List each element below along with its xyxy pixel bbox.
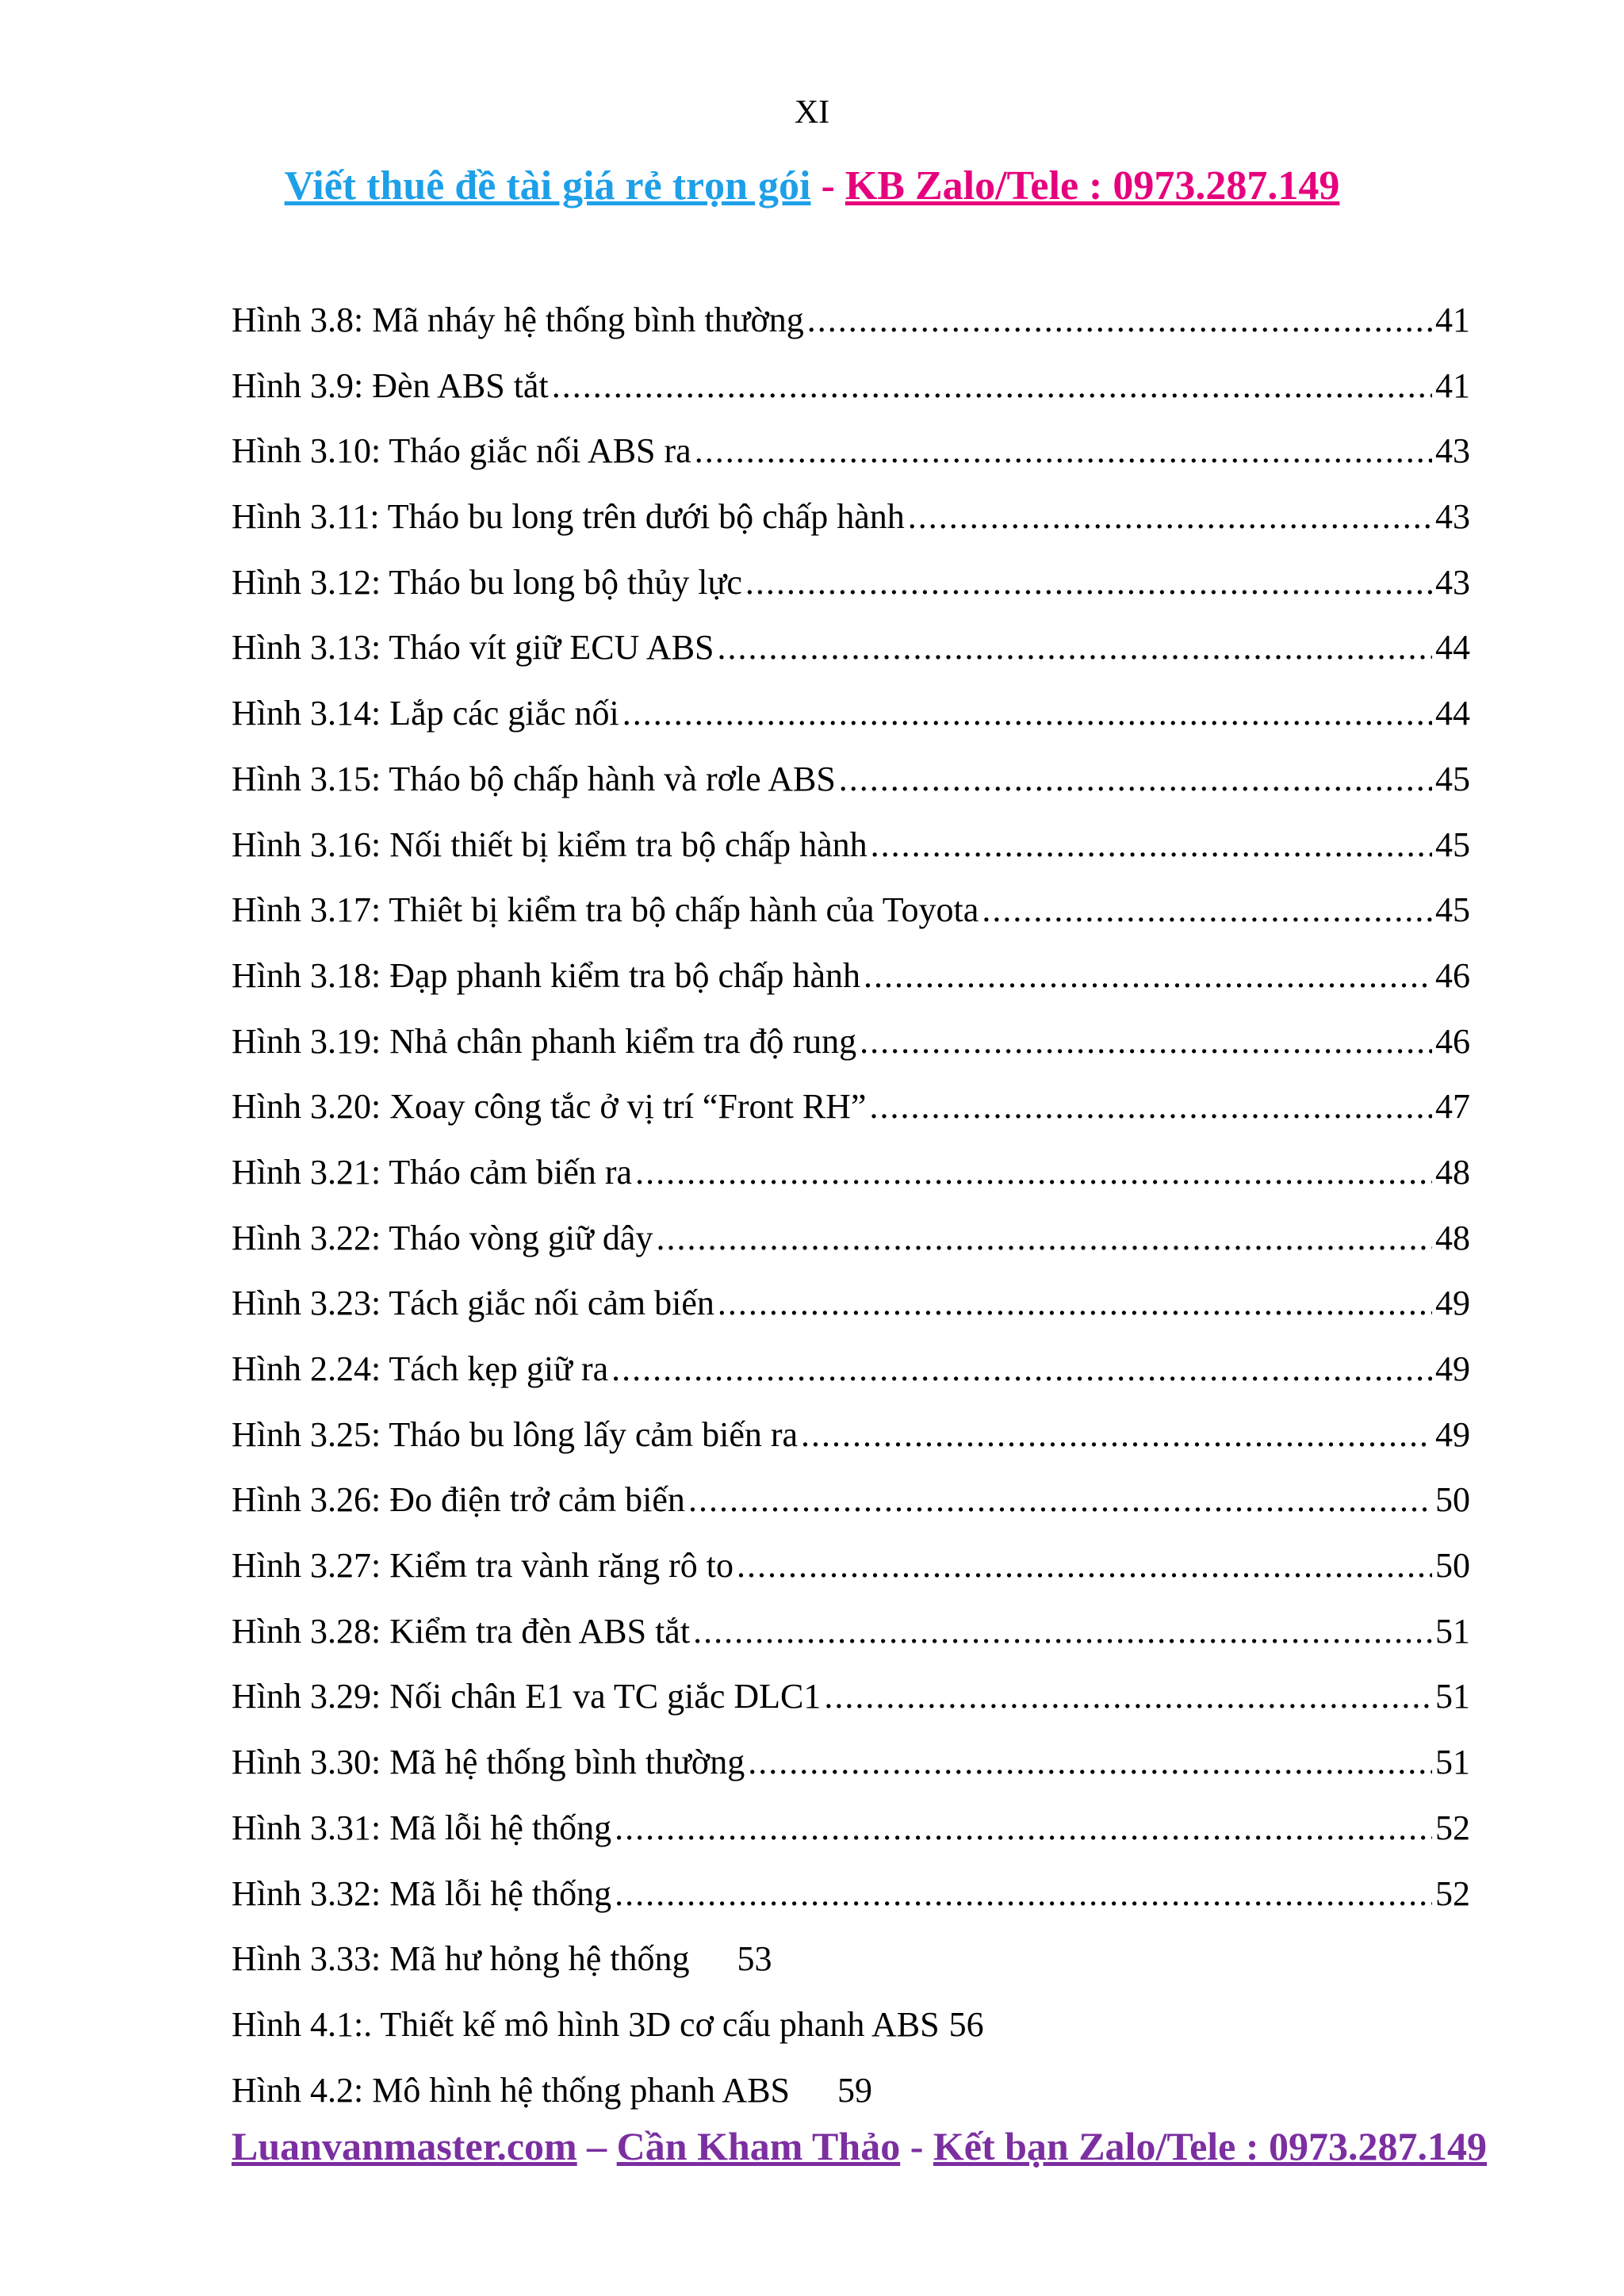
toc-entry-page: 43	[1435, 562, 1470, 602]
toc-entry[interactable]	[232, 825, 1470, 890]
toc-entry[interactable]	[232, 1218, 1470, 1284]
toc-entry[interactable]	[232, 1611, 1470, 1677]
toc-entry-label: Hình 3.18: Đạp phanh kiểm tra bộ chấp hành	[232, 955, 861, 995]
toc-dot-leader	[748, 1742, 1432, 1782]
toc-dot-leader	[688, 1479, 1432, 1520]
toc-entry-label: Hình 3.13: Tháo vít giữ ECU ABS	[232, 628, 714, 668]
toc-entry[interactable]	[232, 1938, 1470, 2004]
toc-dot-leader	[615, 1873, 1432, 1914]
toc-entry-page: 52	[1435, 1808, 1470, 1847]
toc-dot-leader	[864, 955, 1432, 996]
toc-entry-label: Hình 3.20: Xoay công tắc ở vị trí “Front RH”	[232, 1087, 867, 1127]
toc-entry-label: Hình 3.30: Mã hệ thống bình thường	[232, 1743, 745, 1782]
toc-entry-label: Hình 3.21: Tháo cảm biến ra	[232, 1152, 633, 1192]
toc-dot-leader	[695, 430, 1432, 471]
toc-entry-page: 51	[1435, 1743, 1470, 1782]
toc-entry-page: 51	[1435, 1677, 1470, 1716]
toc-entry-label: Hình 3.27: Kiểm tra vành răng rô to	[232, 1546, 733, 1586]
toc-entry[interactable]	[232, 1086, 1470, 1152]
toc-dot-leader	[693, 1611, 1432, 1651]
toc-entry-page: 41	[1435, 300, 1470, 339]
toc-dot-leader	[615, 1808, 1432, 1848]
toc-entry-label: Hình 3.25: Tháo bu lông lấy cảm biến ra	[232, 1414, 799, 1454]
page-number: XI	[794, 94, 830, 131]
toc-dot-leader	[718, 1283, 1432, 1323]
toc-entry-label: Hình 3.9: Đèn ABS tắt	[232, 365, 549, 405]
toc-dot-leader	[611, 1349, 1432, 1389]
toc-entry[interactable]	[232, 1283, 1470, 1349]
toc-dot-leader	[908, 496, 1432, 537]
toc-entry-page: 47	[1435, 1087, 1470, 1127]
toc-entry-page: 46	[1435, 1021, 1470, 1061]
toc-entry-page: 49	[1435, 1349, 1470, 1388]
toc-dot-leader	[860, 1021, 1432, 1062]
toc-entry-label: Hình 3.29: Nối chân E1 va TC giắc DLC1	[232, 1677, 822, 1716]
toc-entry-label: Hình 3.8: Mã nháy hệ thống bình thường	[232, 300, 804, 339]
toc-entry-label: Hình 3.14: Lắp các giắc nối	[232, 694, 619, 733]
banner-link-service[interactable]: Viết thuê đề tài giá rẻ trọn gói	[284, 163, 811, 209]
toc-dot-leader	[869, 1086, 1432, 1127]
toc-dot-leader	[656, 1218, 1432, 1258]
toc-entry[interactable]	[232, 1414, 1470, 1480]
toc-entry-label: Hình 3.33: Mã hư hỏng hệ thống	[232, 1939, 690, 1979]
toc-entry-page: 44	[1435, 628, 1470, 668]
toc-entry-label: Hình 3.19: Nhả chân phanh kiểm tra độ rung	[232, 1021, 857, 1061]
toc-dot-leader	[635, 1152, 1432, 1192]
footer-link-site[interactable]: Luanvanmaster.com	[232, 2124, 577, 2168]
toc-entry[interactable]	[232, 1808, 1470, 1873]
toc-entry[interactable]	[232, 300, 1470, 365]
toc-entry-page: 59	[837, 2070, 873, 2110]
toc-dot-leader	[801, 1414, 1432, 1455]
figure-list	[232, 300, 1470, 2135]
toc-dot-leader	[552, 365, 1432, 406]
toc-entry-label: Hình 4.1:. Thiết kế mô hình 3D cơ cấu phanh ABS	[232, 2004, 940, 2044]
toc-entry-page: 50	[1435, 1480, 1470, 1520]
toc-entry-page: 43	[1435, 431, 1470, 471]
toc-entry[interactable]	[232, 1742, 1470, 1808]
toc-dot-leader	[839, 759, 1432, 799]
toc-entry-label: Hình 3.11: Tháo bu long trên dưới bộ chấp hành	[232, 497, 905, 537]
toc-entry-page: 44	[1435, 694, 1470, 733]
toc-entry-label: Hình 3.22: Tháo vòng giữ dây	[232, 1218, 653, 1257]
toc-entry-page: 52	[1435, 1873, 1470, 1913]
toc-entry-page: 48	[1435, 1152, 1470, 1192]
toc-entry-page: 41	[1435, 365, 1470, 405]
toc-entry-page: 49	[1435, 1414, 1470, 1454]
toc-entry[interactable]	[232, 759, 1470, 825]
toc-entry[interactable]	[232, 1349, 1470, 1414]
toc-entry-page: 46	[1435, 955, 1470, 995]
toc-entry-page: 45	[1435, 759, 1470, 798]
toc-entry[interactable]	[232, 562, 1470, 628]
toc-entry-label: Hình 3.32: Mã lỗi hệ thống	[232, 1873, 612, 1913]
footer-banner	[232, 2123, 1488, 2169]
toc-dot-leader	[718, 627, 1432, 668]
toc-dot-leader	[982, 890, 1432, 930]
toc-entry-page: 51	[1435, 1611, 1470, 1651]
toc-entry-page: 48	[1435, 1218, 1470, 1257]
toc-entry-label: Hình 3.26: Đo điện trở cảm biến	[232, 1480, 685, 1520]
toc-entry-page: 45	[1435, 890, 1470, 930]
toc-entry-label: Hình 3.28: Kiểm tra đèn ABS tắt	[232, 1611, 691, 1651]
toc-entry[interactable]	[232, 496, 1470, 562]
toc-entry[interactable]	[232, 1479, 1470, 1545]
toc-entry[interactable]	[232, 1545, 1470, 1611]
toc-dot-leader	[824, 1676, 1432, 1716]
toc-entry[interactable]	[232, 365, 1470, 431]
toc-entry-label: Hình 3.10: Tháo giắc nối ABS ra	[232, 431, 691, 471]
toc-dot-leader	[745, 562, 1432, 603]
toc-entry[interactable]	[232, 1152, 1470, 1218]
toc-dot-leader	[871, 825, 1432, 865]
toc-entry-label: Hình 4.2: Mô hình hệ thống phanh ABS	[232, 2070, 791, 2110]
toc-entry[interactable]	[232, 1873, 1470, 1939]
toc-entry-label: Hình 2.24: Tách kẹp giữ ra	[232, 1349, 609, 1388]
toc-entry[interactable]	[232, 2004, 1470, 2070]
toc-entry-page: 45	[1435, 825, 1470, 864]
toc-entry-label: Hình 3.16: Nối thiết bị kiểm tra bộ chấp hành	[232, 825, 868, 864]
toc-entry-page: 49	[1435, 1284, 1470, 1323]
footer-link-contact[interactable]: Kết bạn Zalo/Tele : 0973.287.149	[933, 2124, 1488, 2168]
toc-entry-page: 56	[948, 2004, 984, 2044]
toc-entry-label: Hình 3.23: Tách giắc nối cảm biến	[232, 1284, 714, 1323]
footer-link-name[interactable]: Cần Kham Thảo	[616, 2124, 901, 2168]
toc-entry[interactable]	[232, 955, 1470, 1021]
toc-dot-leader	[622, 693, 1432, 733]
banner-separator: -	[810, 163, 845, 209]
toc-entry-page: 53	[737, 1939, 772, 1979]
toc-dot-leader	[737, 1545, 1432, 1586]
toc-dot-leader	[807, 300, 1432, 340]
toc-entry-label: Hình 3.31: Mã lỗi hệ thống	[232, 1808, 612, 1847]
footer-separator-1: –	[576, 2124, 617, 2168]
toc-entry[interactable]	[232, 1676, 1470, 1742]
footer-separator-2: -	[900, 2124, 933, 2168]
toc-entry-page: 43	[1435, 497, 1470, 537]
toc-entry[interactable]	[232, 1021, 1470, 1087]
promo-banner	[0, 163, 1624, 209]
toc-entry[interactable]	[232, 890, 1470, 955]
toc-entry[interactable]	[232, 693, 1470, 759]
toc-entry[interactable]	[232, 627, 1470, 693]
toc-entry[interactable]	[232, 430, 1470, 496]
toc-entry-label: Hình 3.15: Tháo bộ chấp hành và rơle ABS	[232, 759, 836, 798]
toc-entry-label: Hình 3.17: Thiêt bị kiểm tra bộ chấp hành của Toyota	[232, 890, 979, 930]
toc-entry-page: 50	[1435, 1546, 1470, 1586]
banner-link-contact[interactable]: KB Zalo/Tele : 0973.287.149	[845, 163, 1340, 209]
toc-entry-label: Hình 3.12: Tháo bu long bộ thủy lực	[232, 562, 742, 602]
